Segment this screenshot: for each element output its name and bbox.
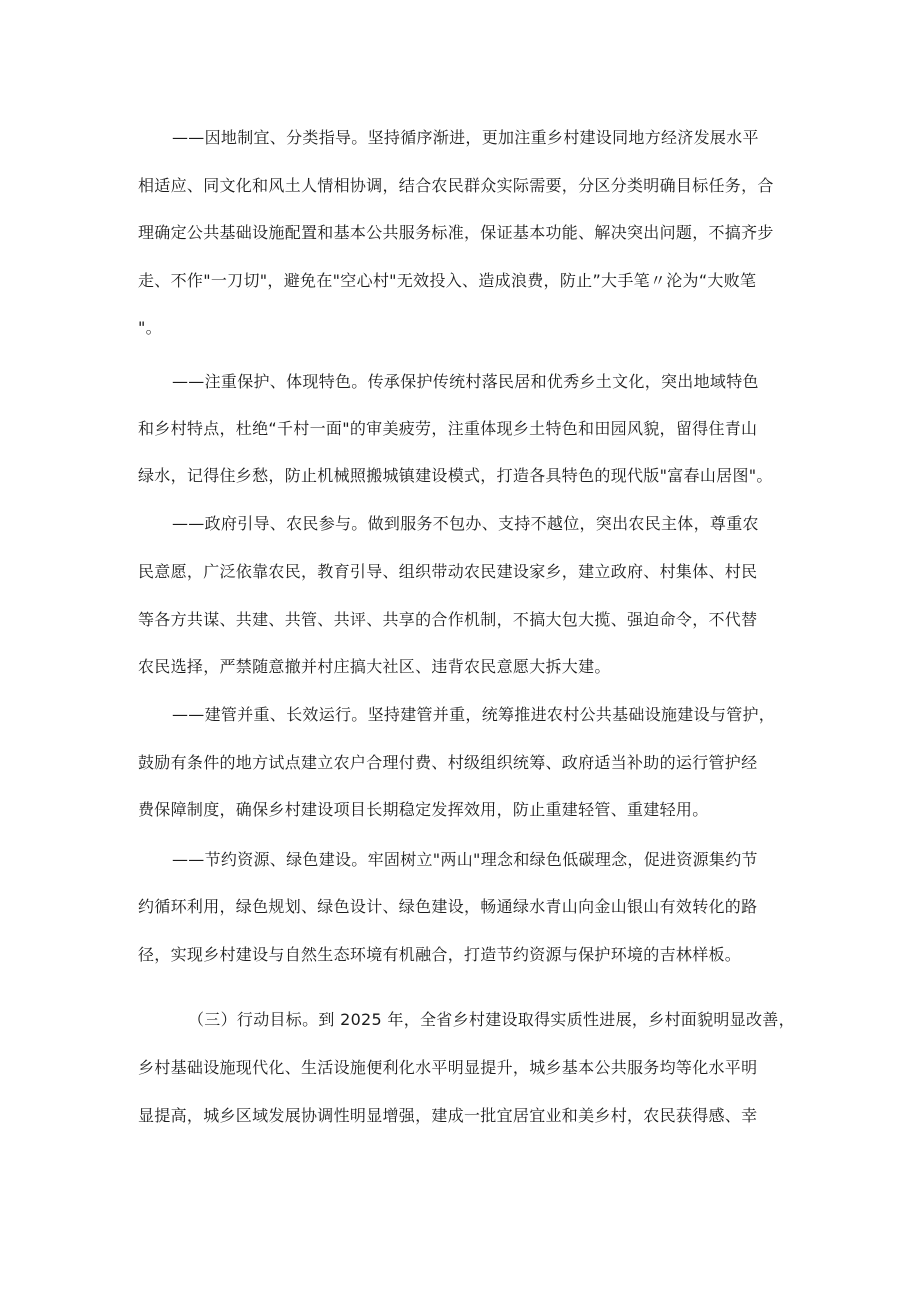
paragraph-1-line-3: 理确定公共基础设施配置和基本公共服务标准，保证基本功能、解决突出问题，不搞齐步 [138,223,774,242]
paragraph-3-line-3: 等各方共谋、共建、共管、共评、共享的合作机制，不搞大包大揽、强迫命令，不代替 [138,610,758,629]
paragraph-1-line-1: ——因地制宜、分类指导。坚持循序渐进，更加注重乡村建设同地方经济发展水平 [172,128,759,147]
paragraph-1-line-2: 相适应、同文化和风土人情相协调，结合农民群众实际需要，分区分类明确目标任务，合 [138,176,774,195]
paragraph-1-line-5: "。 [138,318,162,337]
paragraph-4-line-1: ——建管并重、长效运行。坚持建管并重，统筹推进农村公共基础设施建设与管护， [172,705,776,724]
paragraph-2-line-2: 和乡村特点，杜绝“千村一面"的审美疲劳，注重体现乡土特色和田园风貌，留得住青山 [138,419,758,438]
paragraph-4-line-3: 费保障制度，确保乡村建设项目长期稳定发挥效用，防止重建轻管、重建轻用。 [138,800,709,819]
paragraph-3-line-1: ——政府引导、农民参与。做到服务不包办、支持不越位，突出农民主体，尊重农 [172,514,759,533]
paragraph-5-line-1: ——节约资源、绿色建设。牢固树立"两山"理念和绿色低碳理念，促进资源集约节 [172,850,758,869]
paragraph-6-line-1: （三）行动目标。到 2025 年，全省乡村建设取得实质性进展，乡村面貌明显改善， [188,1010,795,1029]
paragraph-3-line-4: 农民选择，严禁随意撤并村庄搞大社区、违背农民意愿大拆大建。 [138,657,611,676]
paragraph-6-line-3: 显提高，城乡区域发展协调性明显增强，建成一批宜居宜业和美乡村，农民获得感、幸 [138,1106,758,1125]
paragraph-5-line-3: 径，实现乡村建设与自然生态环境有机融合，打造节约资源与保护环境的吉林样板。 [138,945,742,964]
paragraph-3-line-2: 民意愿，广泛依靠农民，教育引导、组织带动农民建设家乡，建立政府、村集体、村民 [138,562,758,581]
paragraph-4-line-2: 鼓励有条件的地方试点建立农户合理付费、村级组织统筹、政府适当补助的运行管护经 [138,753,758,772]
paragraph-6-line-2: 乡村基础设施现代化、生活设施便利化水平明显提升，城乡基本公共服务均等化水平明 [138,1058,758,1077]
paragraph-5-line-2: 约循环利用，绿色规划、绿色设计、绿色建设，畅通绿水青山向金山银山有效转化的路 [138,897,758,916]
paragraph-2-line-1: ——注重保护、体现特色。传承保护传统村落民居和优秀乡土文化，突出地域特色 [172,372,759,391]
paragraph-1-line-4: 走、不作"一刀切"，避免在"空心村"无效投入、造成浪费，防止”大手笔〃沦为“大败笔 [138,271,757,290]
paragraph-2-line-3: 绿水，记得住乡愁，防止机械照搬城镇建设模式，打造各具特色的现代版"富春山居图"。 [138,466,773,485]
